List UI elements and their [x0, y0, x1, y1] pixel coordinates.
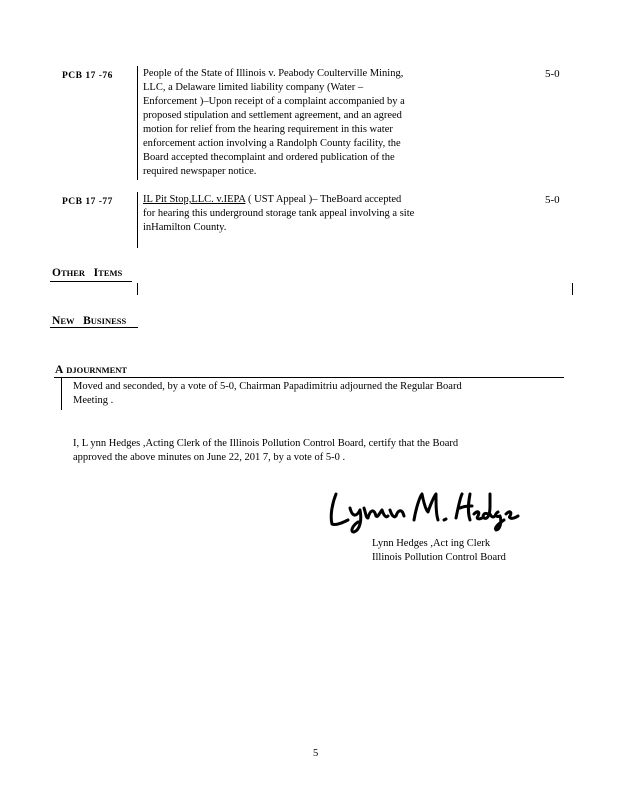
signer-organization: Illinois Pollution Control Board: [372, 552, 506, 563]
section-rule: [54, 377, 564, 378]
column-divider: [137, 192, 138, 248]
adjournment-text: Moved and seconded, by a vote of 5-0, Chairman Papadimitriu adjourned the Regular Board Meeting .: [73, 381, 462, 406]
column-divider: [61, 378, 62, 410]
case-number: PCB 17 -76: [62, 71, 113, 81]
heading-underline: [50, 281, 132, 282]
signer-name-title: Lynn Hedges ,Act ing Clerk: [372, 538, 491, 549]
signature-image: [322, 486, 522, 534]
heading-new-business: NEW BUSINESS: [52, 315, 127, 327]
heading-other-items: OTHER ITEMS: [52, 267, 123, 279]
heading-adjournment: A DJOURNMENT: [55, 364, 128, 376]
case-description: People of the State of Illinois v. Peabody Coulterville Mining, LLC, a Delaware limited liability company (Water – Enforcement )–Upon receipt of a complaint accompanied by a proposed stipulation and settlement agreement, and an agreed motion for relief from the hearing requirement in this water enforcement action involving a Randolph County facility, the Board accepted thecomplaint and ordered publication of the required newspaper notice.: [143, 68, 405, 177]
case-title: IL Pit Stop,LLC. v.IEPA: [143, 194, 246, 205]
case-vote: 5-0: [545, 68, 560, 80]
column-divider: [137, 283, 138, 295]
case-description-rest: ( UST Appeal )– TheBoard accepted for hearing this underground storage tank appeal involving a site inHamilton County.: [143, 194, 415, 233]
certification-text: I, L ynn Hedges ,Acting Clerk of the Illinois Pollution Control Board, certify that the Board approved the above minutes on June 22, 201 7, by a vote of 5-0 .: [73, 438, 459, 463]
signature: [322, 486, 522, 534]
case-vote: 5-0: [545, 194, 560, 206]
heading-underline: [50, 327, 138, 328]
column-divider: [572, 283, 573, 295]
case-number: PCB 17 -77: [62, 197, 113, 207]
column-divider: [137, 66, 138, 180]
page-number: 5: [313, 748, 319, 759]
case-description: [143, 193, 439, 235]
